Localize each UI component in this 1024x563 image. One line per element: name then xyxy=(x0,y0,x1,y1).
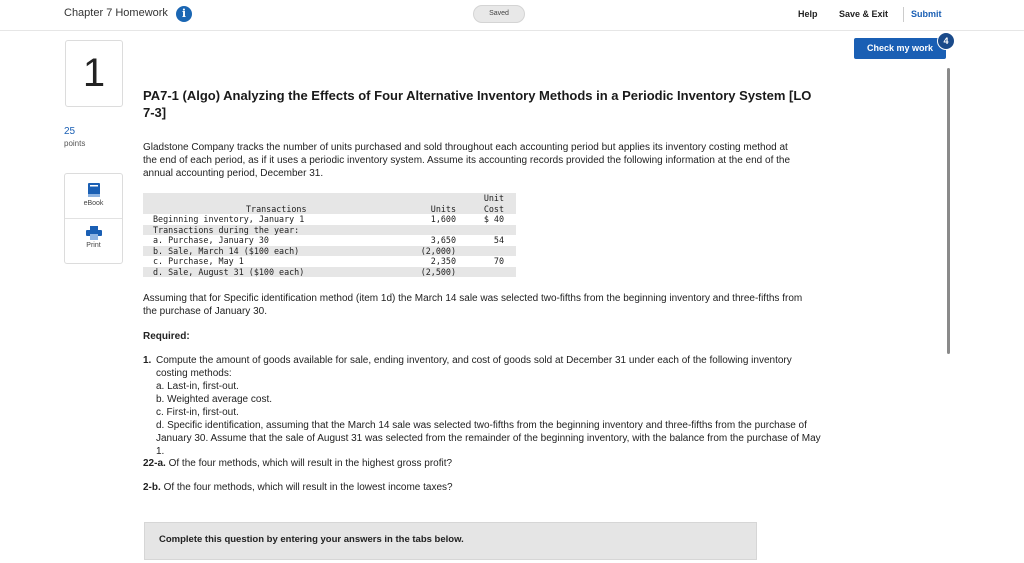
requirements-list xyxy=(141,354,821,458)
requirement-2a-text: Of the four methods, which will result in the highest gross profit? xyxy=(168,458,453,469)
table-header-row-1 xyxy=(143,193,516,204)
complete-instructions-panel xyxy=(144,522,757,560)
row-units: (2,000) xyxy=(420,245,456,256)
row-desc: Transactions during the year: xyxy=(153,224,300,235)
row-desc: b. Sale, March 14 ($100 each) xyxy=(153,245,300,256)
row-cost: $ 40 xyxy=(483,214,504,224)
row-cost: 54 xyxy=(493,235,504,245)
header-divider xyxy=(903,7,904,22)
submit-link[interactable]: Submit xyxy=(911,9,942,19)
row-desc: c. Purchase, May 1 xyxy=(153,256,244,266)
ebook-button[interactable] xyxy=(65,182,122,207)
tools-divider xyxy=(65,218,122,219)
requirement-2b-text: Of the four methods, which will result in the lowest income taxes? xyxy=(163,482,453,493)
row-units: 1,600 xyxy=(430,214,456,224)
table-row xyxy=(143,256,516,267)
required-heading: Required: xyxy=(143,331,190,342)
top-bar xyxy=(0,0,1024,31)
requirement-2b xyxy=(143,482,453,493)
row-cost: 70 xyxy=(493,256,504,266)
requirement-sub-d: d. Specific identification, assuming that the March 14 sale was selected two-fifths from the beginning inventory and three-fifths from the purchase of January 30. Assume that the sale of August 31 was selected from the remainder of the beginning inventory, with the balance from the purchase of May 1. xyxy=(156,420,821,457)
ebook-label: eBook xyxy=(83,200,104,207)
table-row xyxy=(143,214,516,225)
row-units: (2,500) xyxy=(420,266,456,277)
intro-paragraph: Gladstone Company tracks the number of units purchased and sold throughout each accounting period but applies its inventory costing method at the end of each period, as if it uses a periodic inventory system. Assume its accounting records provided the following information at the end of the annual accounting period, December 31. xyxy=(143,142,791,179)
requirement-item xyxy=(141,354,821,380)
requirement-2b-label: 2-b. xyxy=(143,482,161,493)
table-row xyxy=(143,267,516,278)
points-label: points xyxy=(64,139,86,148)
help-link[interactable]: Help xyxy=(798,9,818,19)
check-attempts-badge: 4 xyxy=(937,32,955,50)
print-button[interactable] xyxy=(65,226,122,249)
book-icon xyxy=(87,182,101,198)
header-transactions: Transactions xyxy=(246,203,307,214)
print-label: Print xyxy=(86,242,101,249)
printer-icon xyxy=(86,226,102,240)
requirement-2a-label: 22-a. xyxy=(143,458,166,469)
question-title: PA7-1 (Algo) Analyzing the Effects of Four Alternative Inventory Methods in a Periodic Inventory System [LO 7-3] xyxy=(143,88,812,120)
table-row xyxy=(143,225,516,236)
table-row xyxy=(143,246,516,257)
header-cost: Cost xyxy=(483,203,504,214)
requirement-sub-a: a. Last-in, first-out. xyxy=(156,381,239,392)
transactions-table xyxy=(143,193,516,278)
header-unit: Unit xyxy=(483,193,504,203)
requirement-sub-b: b. Weighted average cost. xyxy=(156,394,272,405)
tools-panel xyxy=(64,173,123,264)
assignment-title: Chapter 7 Homework xyxy=(64,7,168,19)
complete-instructions: Complete this question by entering your answers in the tabs below. xyxy=(159,534,464,545)
table-header-row-2 xyxy=(143,204,516,215)
assumption-paragraph: Assuming that for Specific identification method (item 1d) the March 14 sale was selected two-fifths from the beginning inventory and three-fifths from the purchase of January 30. xyxy=(143,293,803,317)
requirement-2a xyxy=(143,458,452,469)
row-desc: a. Purchase, January 30 xyxy=(153,235,269,245)
row-desc: Beginning inventory, January 1 xyxy=(153,214,305,224)
row-units: 2,350 xyxy=(430,256,456,266)
save-exit-link[interactable]: Save & Exit xyxy=(839,9,889,19)
table-row xyxy=(143,235,516,246)
points-value: 25 xyxy=(64,126,76,137)
requirement-number: 1. xyxy=(143,355,152,366)
requirement-sub-c: c. First-in, first-out. xyxy=(156,407,239,418)
header-units: Units xyxy=(430,203,456,214)
info-icon[interactable]: i xyxy=(176,6,192,22)
question-number: 1 xyxy=(65,40,123,107)
check-my-work-button[interactable]: Check my work xyxy=(854,38,946,59)
saved-status-badge: Saved xyxy=(473,5,525,23)
requirement-text: Compute the amount of goods available for sale, ending inventory, and cost of goods sold at December 31 under each of the following inventory costing methods: xyxy=(156,355,792,379)
row-desc: d. Sale, August 31 ($100 each) xyxy=(153,266,305,277)
scrollbar[interactable] xyxy=(947,68,950,354)
row-units: 3,650 xyxy=(430,235,456,245)
